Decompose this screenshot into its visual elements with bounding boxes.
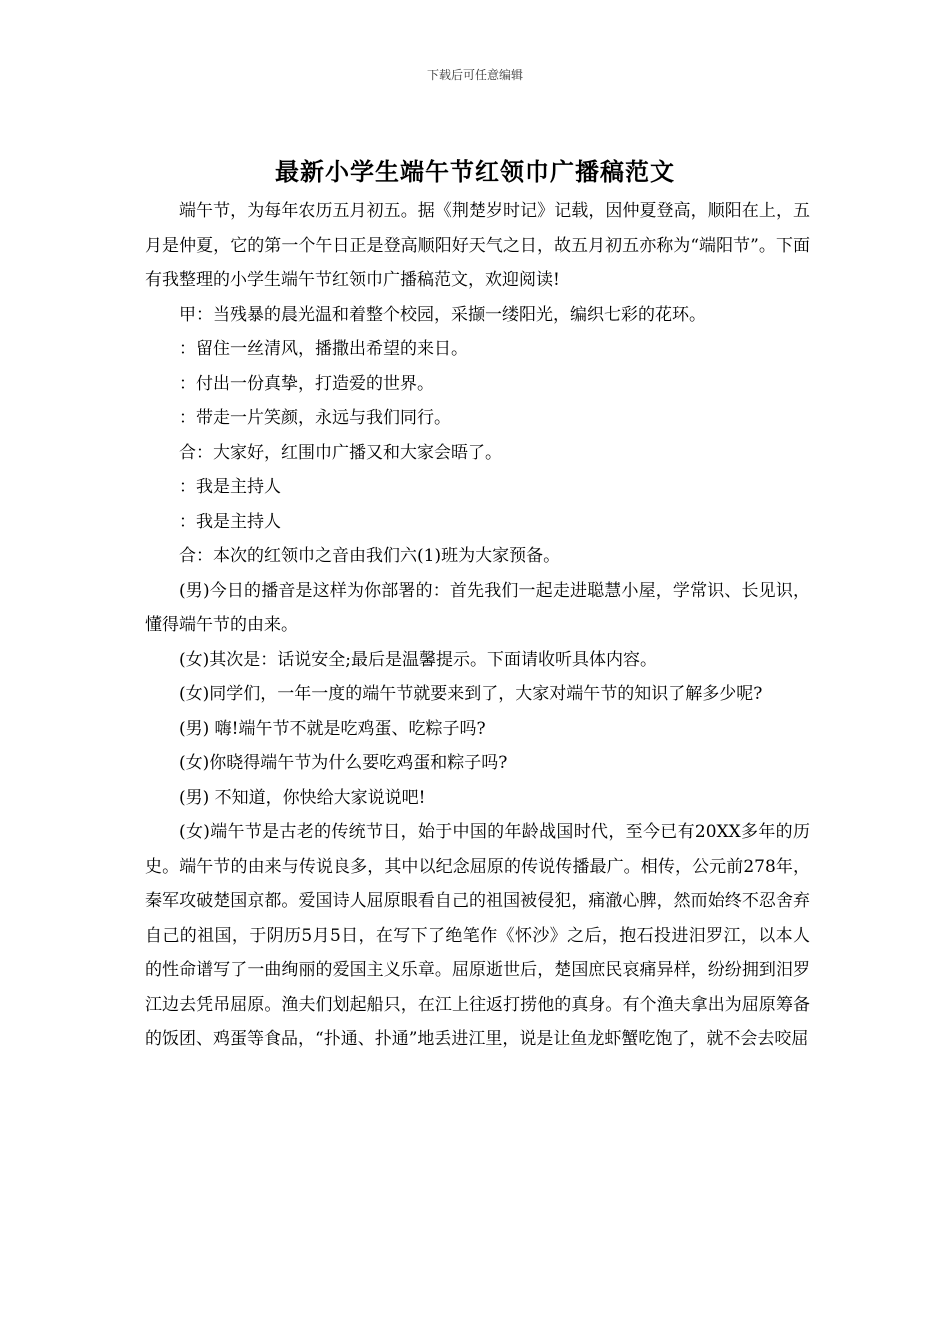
paragraph: ：我是主持人 (179, 477, 281, 497)
paragraph: (男) 嗨!端午节不就是吃鸡蛋、吃粽子吗? (179, 718, 486, 739)
paragraph: ：留住一丝清风，播撒出希望的来日。 (179, 339, 468, 359)
paragraph: (女)其次是：话说安全;最后是温馨提示。下面请收听具体内容。 (179, 649, 657, 670)
paragraph: 甲：当残暴的晨光温和着整个校园，采撷一缕阳光，编织七彩的花环。 (179, 304, 706, 325)
document-body (145, 194, 810, 1057)
paragraph: ：我是主持人 (179, 511, 281, 532)
paragraph: 合：大家好，红围巾广播又和大家会晤了。 (179, 442, 502, 463)
paragraph: 合：本次的红领巾之音由我们六(1)班为大家预备。 (179, 546, 561, 566)
paragraph: (女)端午节是古老的传统节日，始于中国的年龄战国时代，至今已有20XX多年的历史。端午节的由来与传说良多，其中以纪念屈原的传说传播最广。相传，公元前278年，秦军攻破楚国京都。爱国诗人屈原眼看自己的祖国被侵犯，痛澈心脾，然而始终不忍舍弃自己的祖国，于阴历5月5日，在写下了绝笔作《怀沙》之后，抱石投进汨罗江，以本人的性命谱写了一曲绚丽的爱国主义乐章。屈原逝世后，楚国庶民哀痛异样，纷纷拥到汨罗江边去凭吊屈原。渔夫们划起船只，在江上往返打捞他的真身。有个渔夫拿出为屈原筹备的饭团、鸡蛋等食品，“扑通、扑通”地丢进江里，说是让鱼龙虾蟹吃饱了，就不会去咬屈 (145, 822, 810, 1049)
header-note: 下载后可任意编辑 (426, 68, 523, 82)
paragraph: (女)你晓得端午节为什么要吃鸡蛋和粽子吗? (179, 753, 508, 773)
paragraph: ：带走一片笑颜，永远与我们同行。 (179, 408, 451, 428)
paragraph: 端午节，为每年农历五月初五。据《荆楚岁时记》记载，因仲夏登高，顺阳在上，五月是仲夏，它的第一个午日正是登高顺阳好天气之日，故五月初五亦称为“端阳节”。下面有我整理的小学生端午节红领巾广播稿范文，欢迎阅读! (145, 201, 810, 290)
paragraph: (男)今日的播音是这样为你部署的：首先我们一起走进聪慧小屋，学常识、长见识，懂得端午节的由来。 (145, 580, 810, 635)
document-title: 最新小学生端午节红领巾广播稿范文 (275, 157, 675, 186)
paragraph: (女)同学们，一年一度的端午节就要来到了，大家对端午节的知识了解多少呢? (179, 684, 763, 704)
paragraph: ：付出一份真挚，打造爱的世界。 (179, 373, 434, 394)
paragraph: (男) 不知道，你快给大家说说吧! (179, 787, 426, 808)
